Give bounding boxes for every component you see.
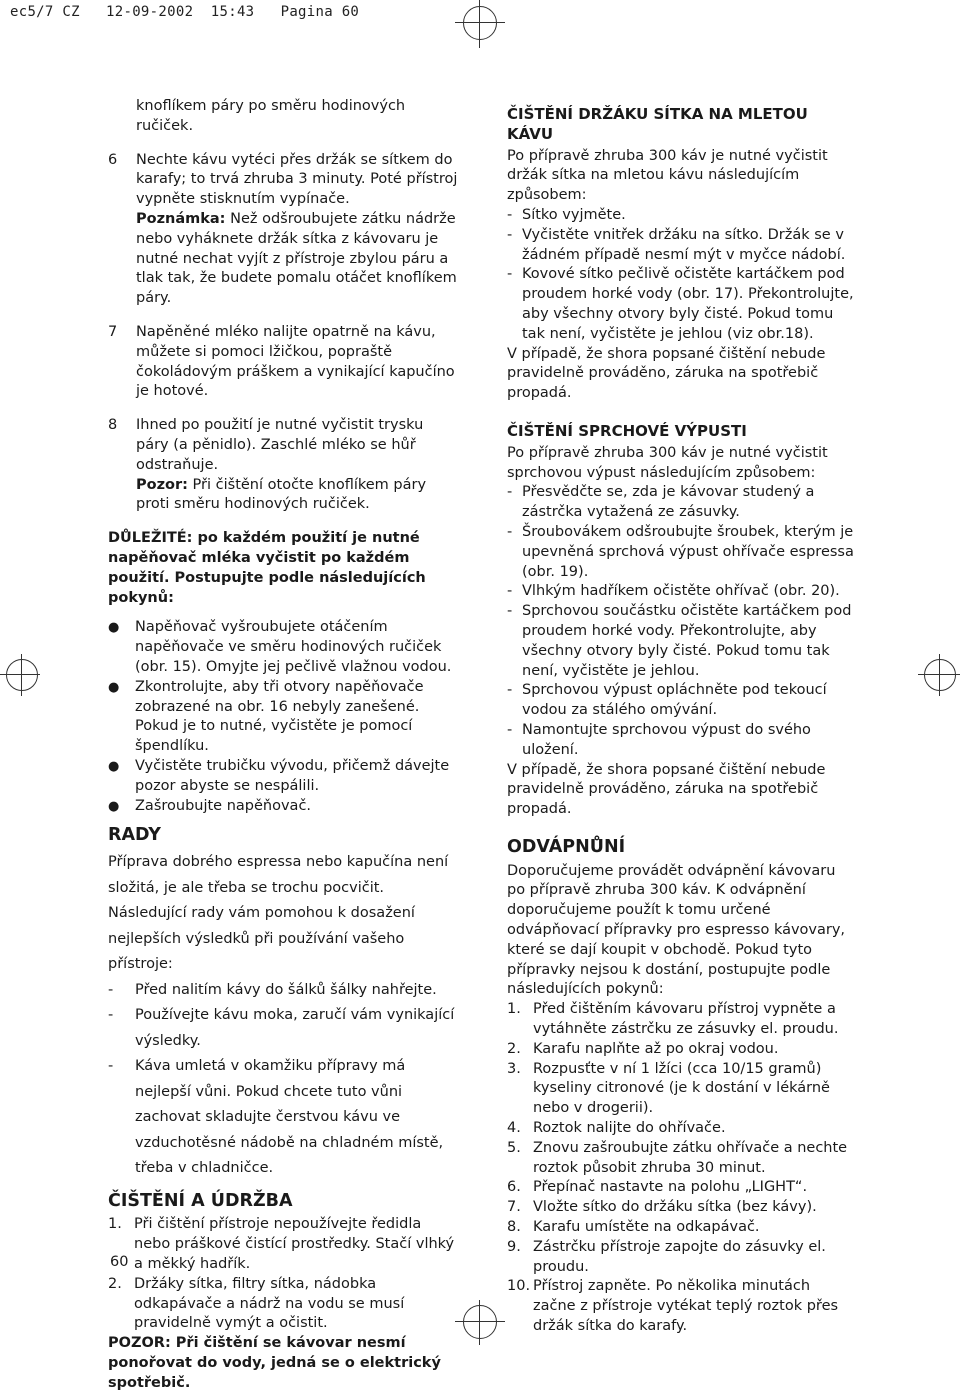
rady-intro: Příprava dobrého espressa nebo kapučína není složitá, je ale třeba se trochu pocvičit. Následující rady vám pomohou k dosažení nejlepších výsledků při používání vašeho přístroje: [108,854,449,973]
crop-mark-bottom [455,1300,505,1345]
crop-mark-left [0,650,40,700]
holder-heading: ČIŠTĚNÍ DRŽÁKU SÍTKA NA MLETOU KÁVU [507,105,808,143]
descale-item: 8. Karafu umístěte na odkapávač. [507,1219,760,1236]
holder-item: - Sítko vyjměte. [507,206,626,223]
print-header: ec5/7 CZ 12-09-2002 15:43 Pagina 60 [10,4,360,20]
shower-heading: ČIŠTĚNÍ SPRCHOVÉ VÝPUSTI [507,421,747,440]
note: Poznámka: Než odšroubujete zátku nádrže nebo vyháknete držák sítka z kávovaru je nutné nechat vyjít z přístroje zbylou páru a tlak tak, že budete pomalu otáčet knoflíkem páry. [136,210,457,307]
descale-item: 6. Přepínač nastavte na polohu „LIGHT“. [507,1179,808,1196]
crop-mark-top [455,0,505,50]
important-notice: DŮLEŽITÉ: po každém použití je nutné napěňovač mléka vyčistit po každém použití. Postupujte podle následujících pokynů: [108,530,426,606]
holder-intro: Po přípravě zhruba 300 káv je nutné vyčistit držák sítka na mletou kávu následujícím způsobem: [507,147,828,204]
bullet-item: ● Vyčistěte trubičku vývodu, přičemž dávejte pozor abyste se nespálili. [108,757,450,794]
descale-item: 10. Přístroj zapněte. Po několika minutách začne z přístroje vytékat teplý roztok přes držák sítka do karafy. [507,1278,839,1335]
rady-item: - Káva umletá v okamžiku přípravy má nejlepší vůni. Pokud chcete tuto vůni zachovat skladujte čerstvou kávu ve vzduchotěsné nádobě na chladném místě, třeba v chladničce. [108,1058,444,1177]
warning-notice: POZOR: Při čištění se kávovar nesmí ponořovat do vody, jedná se o elektrický spotřebič. [108,1335,441,1391]
descale-item: 7. Vložte sítko do držáku sítka (bez kávy). [507,1199,817,1216]
shower-item: - Šroubovákem odšroubujte šroubek, kterým je upevněná sprchová výpust ohřívače espressa (obr. 19). [507,523,854,580]
cleaning-item: 1. Při čištění přístroje nepoužívejte ředidla nebo práškové čistící prostředky. Stačí vlhký a měkký hadřík. [108,1216,455,1272]
bullet-item: ● Zašroubujte napěňovač. [108,797,312,814]
left-column [108,97,458,1394]
holder-warranty: V případě, že shora popsané čištění nebude pravidelně prováděno, záruka na spotřebič propadá. [507,345,826,402]
shower-item: - Sprchovou výpust opláchněte pod tekoucí vodou za stálého omývání. [507,682,827,719]
page-number: 60 [110,1254,129,1270]
descale-item: 9. Zástrčku přístroje zapojte do zásuvky el. proudu. [507,1238,826,1275]
step-8: 8 Ihned po použití je nutné vyčistit trysku páry (a pěnidlo). Zaschlé mléko se hůř odstraňuje. [108,417,424,473]
descale-item: 4. Roztok nalijte do ohřívače. [507,1120,726,1137]
step-7: 7 Napěněné mléko nalijte opatrně na kávu, můžete si pomoci lžičkou, popraště čokoládovým práškem a vynikající kapučíno je hotové. [108,323,455,400]
intro-text: knoflíkem páry po směru hodinových ručiček. [136,98,406,134]
rady-item: - Před nalitím kávy do šálků šálky nahřejte. [108,981,437,998]
crop-mark-right [918,650,960,700]
descale-item: 1. Před čištěním kávovaru přístroj vypněte a vytáhněte zástrčku ze zásuvky el. proudu. [507,1001,839,1038]
holder-item: - Kovové sítko pečlivě očistěte kartáčkem pod proudem horké vody (obr. 17). Překontrolujte, aby všechny otvory byly čisté. Pokud tomu tak není, vyčistěte je jehlou (viz obr.18). [507,266,854,342]
holder-item: - Vyčistěte vnitřek držáku na sítko. Držák se v žádném případě nesmí mýt v myčce nádobí. [507,226,846,263]
bullet-item: ● Napěňovač vyšroubujete otáčením napěňovače ve směru hodinových ručiček (obr. 15). Omyjte jej pečlivě vlažnou vodou. [108,619,452,675]
cleaning-heading: ČIŠTĚNÍ A ÚDRŽBA [108,1190,293,1211]
descale-item: 2. Karafu naplňte až po okraj vodou. [507,1040,779,1057]
shower-item: - Vlhkým hadříkem očistěte ohřívač (obr. 20). [507,583,840,600]
shower-intro: Po přípravě zhruba 300 káv je nutné vyčistit sprchovou výpust následujícím způsobem: [507,444,828,481]
bullet-item: ● Zkontrolujte, aby tři otvory napěňovače zobrazené na obr. 16 nebyly zanešené. Pokud je to nutné, vyčistěte je pomocí špendlíku. [108,678,424,755]
right-column [507,105,857,1337]
shower-item: - Přesvědčte se, zda je kávovar studený a zástrčka vytažená ze zásuvky. [507,484,815,521]
rady-item: - Používejte kávu moka, zaručí vám vynikající výsledky. [108,1007,455,1049]
step-6: 6 Nechte kávu vytéci přes držák se sítkem do karafy; to trvá zhruba 3 minuty. Poté přístroj vypněte stisknutím vypínače. [108,151,458,208]
descale-heading: ODVÁPNŮNÍ [507,836,626,857]
cleaning-item: 2. Držáky sítka, filtry sítka, nádobka odkapávače a nádrž na vodu se musí pravidelně vymýt a očistit. [108,1275,405,1332]
shower-item: - Namontujte sprchovou výpust do svého uložení. [507,721,811,758]
descale-item: 5. Znovu zašroubujte zátku ohřívače a nechte roztok působit zhruba 30 minut. [507,1139,848,1176]
caution: Pozor: Při čištění otočte knoflíkem páry proti směru hodinových ručiček. [136,476,427,513]
shower-warranty: V případě, že shora popsané čištění nebude pravidelně prováděno, záruka na spotřebič propadá. [507,761,826,818]
descale-intro: Doporučujeme provádět odvápnění kávovaru po přípravě zhruba 300 káv. K odvápnění doporučujeme použít k tomu určené odvápňovací přípravky pro espresso kávovary, které se dají koupit v obchodě. Pokud tyto přípravky nejsou k dostání, postupujte podle následujících pokynů: [507,862,846,998]
rady-heading: RADY [108,825,161,846]
shower-item: - Sprchovou součástku očistěte kartáčkem pod proudem horké vody. Překontrolujte, aby všechny otvory byly čisté. Pokud tomu tak není, vyčistěte je jehlou. [507,603,852,679]
descale-item: 3. Rozpusťte v ní 1 lžíci (cca 10/15 gramů) kyseliny citronové (je k dostání v lékárně nebo v drogerii). [507,1060,830,1117]
